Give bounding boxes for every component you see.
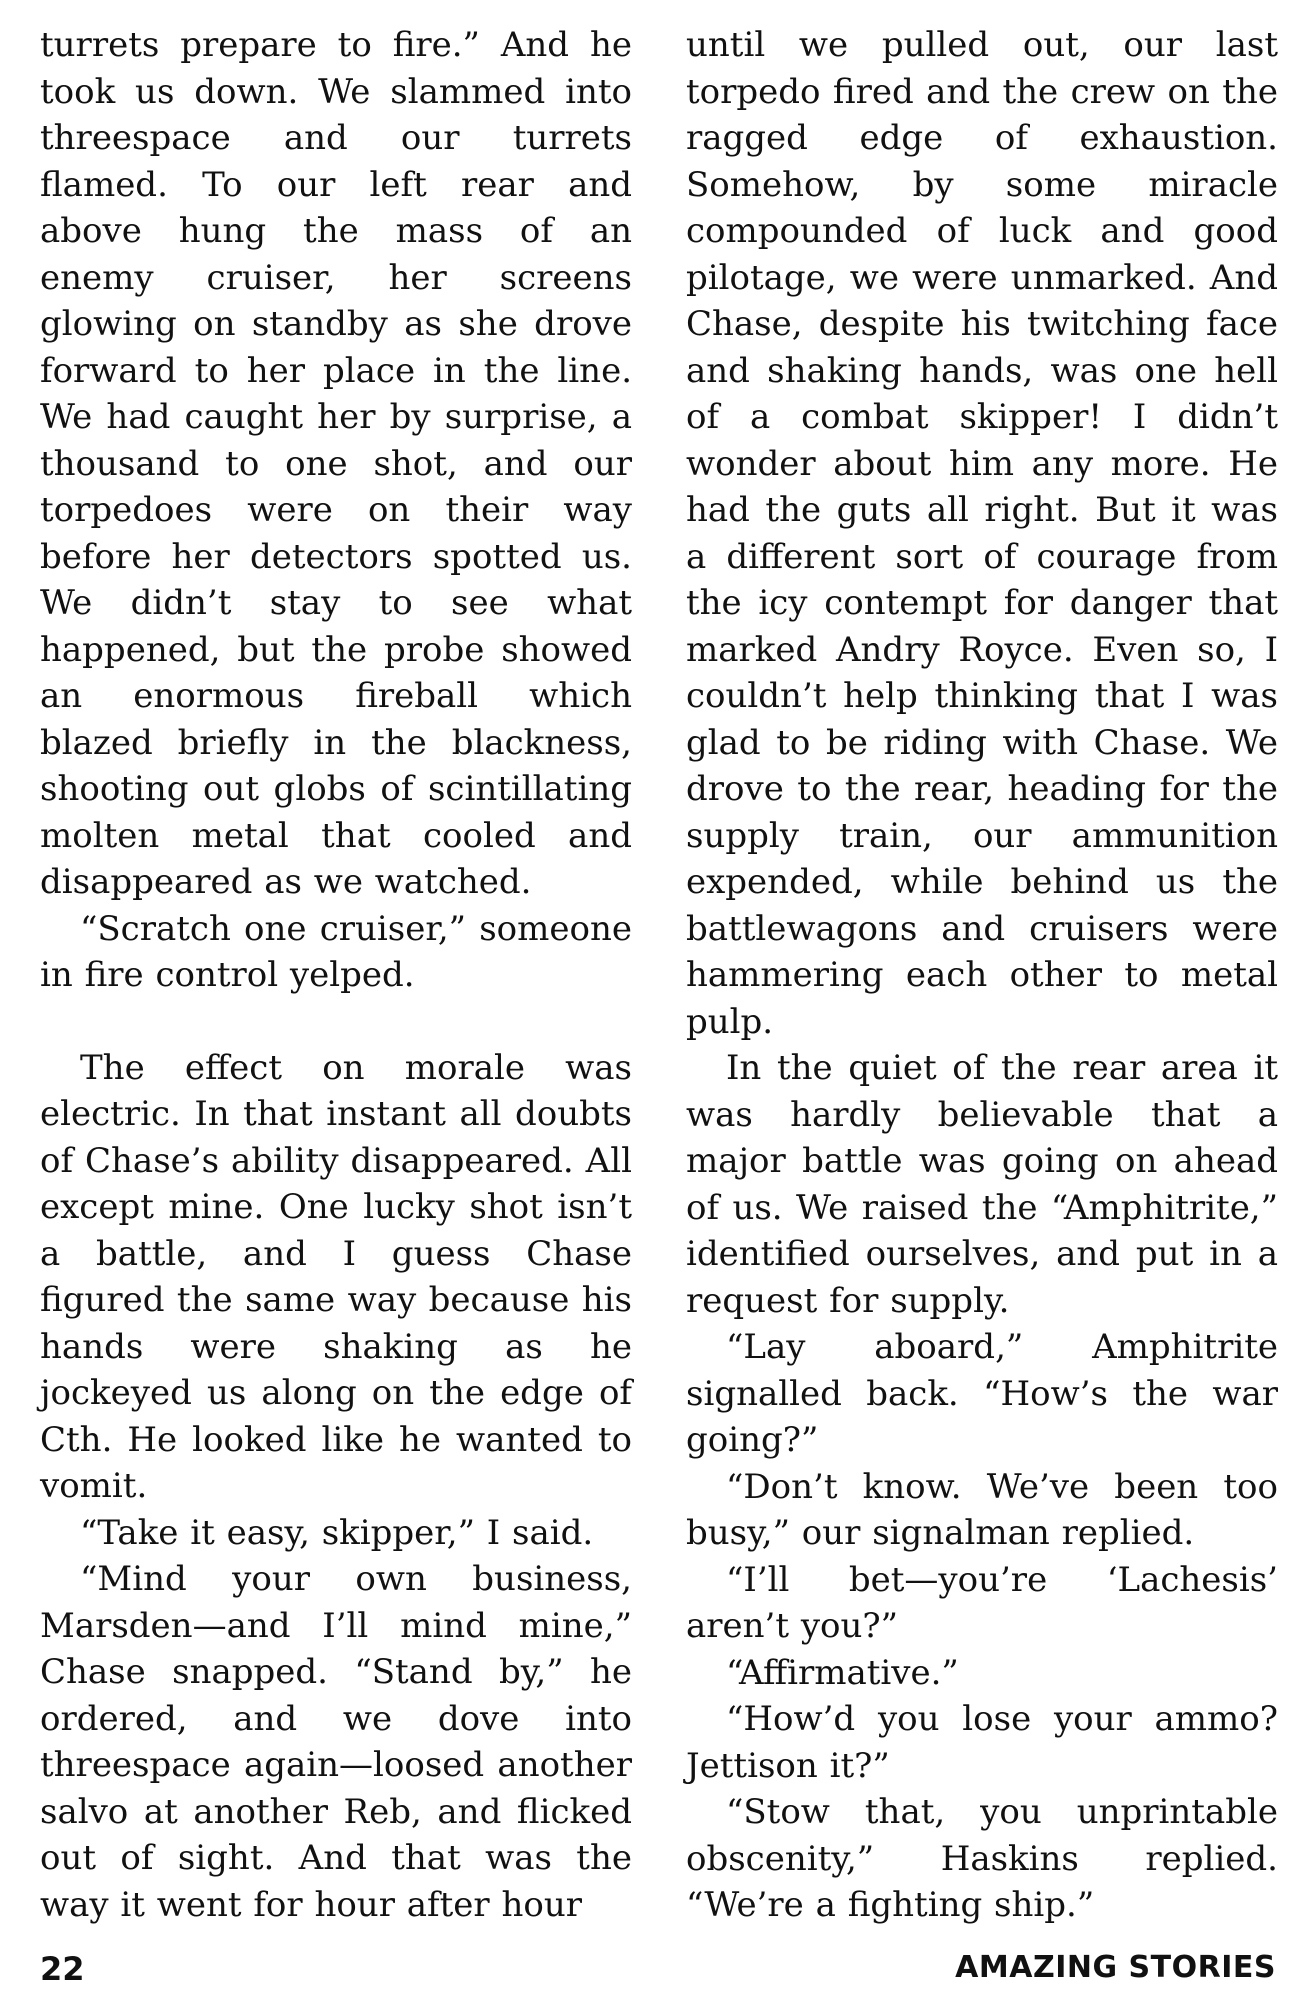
paragraph: In the quiet of the rear area it was hardly believable that a major battle was going on ahead of us. We raised the “Amphitrite,” identified ourselves, and put in a request for supply.	[686, 1048, 1278, 1321]
paragraph: “Stow that, you unprintable obscenity,” Haskins replied. “We’re a fighting ship.”	[686, 1792, 1278, 1925]
page-number: 22	[40, 1950, 85, 1988]
paragraph: “Scratch one cruiser,” someone in fire control yelped.	[40, 908, 632, 995]
left-column	[40, 22, 632, 1928]
paragraph: “I’ll bet—you’re ‘Lachesis’ aren’t you?”	[686, 1559, 1278, 1646]
page-footer	[0, 1950, 1316, 2000]
paragraph: The effect on morale was electric. In that instant all doubts of Chase’s ability disappeared. All except mine. One lucky shot isn’t a battle, and I guess Chase figured the same way because his hands were shaking as he jockeyed us along on the edge of Cth. He looked like he wanted to vomit.	[40, 1047, 632, 1506]
paragraph: “Affirmative.”	[726, 1652, 959, 1693]
paragraph: “Lay aboard,” Amphitrite signalled back. “How’s the war going?”	[686, 1327, 1278, 1460]
paragraph: until we pulled out, our last torpedo fired and the crew on the ragged edge of exhaustion. Somehow, by some miracle compounded of luck and good pilotage, we were unmarked. And Chase, despite his twitching face and shaking hands, was one hell of a combat skipper! I didn’t wonder about him any more. He had the guts all right. But it was a different sort of courage from the icy contempt for danger that marked Andry Royce. Even so, I couldn’t help thinking that I was glad to be riding with Chase. We drove to the rear, heading for the supply train, our ammunition expended, while behind us the battlewagons and cruisers were hammering each other to metal pulp.	[686, 25, 1278, 1042]
right-column	[686, 22, 1278, 1929]
paragraph: “Take it easy, skipper,” I said.	[80, 1512, 594, 1553]
paragraph: turrets prepare to fire.” And he took us down. We slammed into threespace and our turrets flamed. To our left rear and above hung the mass of an enemy cruiser, her screens glowing on standby as she drove forward to her place in the line. We had caught her by surprise, a thousand to one shot, and our torpedoes were on their way before her detectors spotted us. We didn’t stay to see what happened, but the probe showed an enormous fireball which blazed briefly in the blackness, shooting out globs of scintillating molten metal that cooled and disappeared as we watched.	[40, 25, 632, 902]
paragraph: “Mind your own business, Marsden—and I’ll mind mine,” Chase snapped. “Stand by,” he ordered, and we dove into threespace again—loosed another salvo at another Reb, and flicked out of sight. And that was the way it went for hour after hour	[40, 1559, 632, 1925]
paragraph: “Don’t know. We’ve been too busy,” our signalman replied.	[686, 1466, 1278, 1553]
magazine-title: AMAZING STORIES	[955, 1950, 1276, 1985]
paragraph: “How’d you lose your ammo? Jettison it?”	[686, 1699, 1278, 1786]
